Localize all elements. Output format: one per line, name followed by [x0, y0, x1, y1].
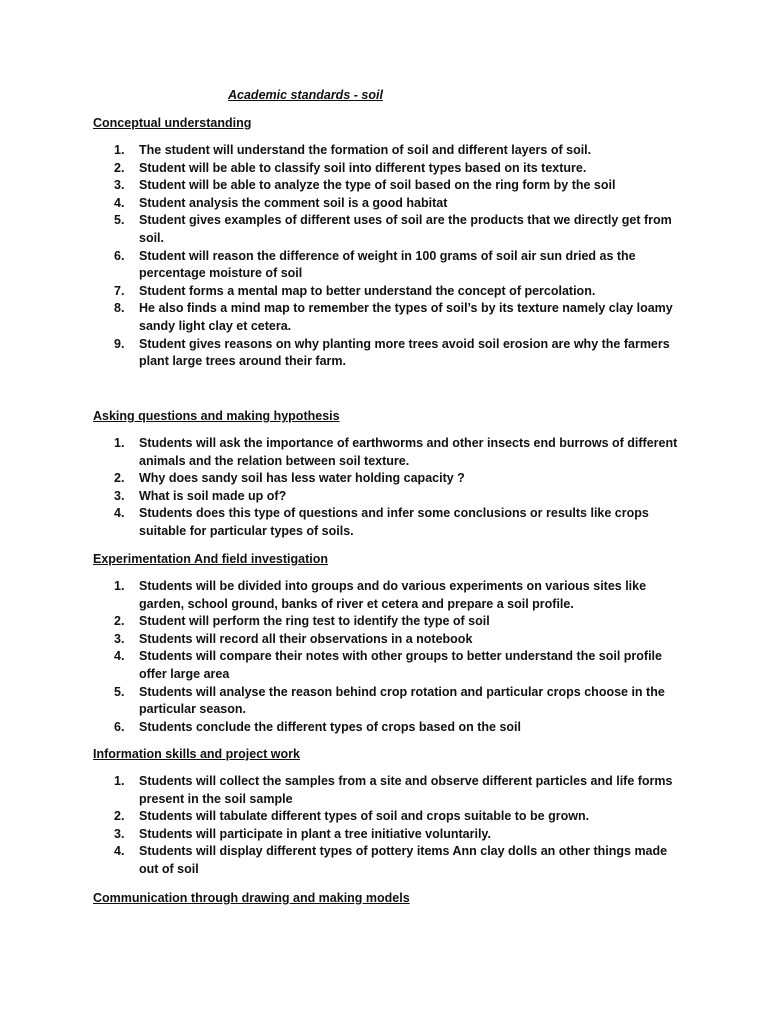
section-heading: Experimentation And field investigation [93, 552, 328, 566]
item-list [93, 435, 683, 541]
list-item: 4. Student analysis the comment soil is a good habitat [114, 195, 448, 210]
list-item: 5. Students will analyse the reason behind crop rotation and particular crops choose in the particular season. [114, 684, 665, 717]
item-list [93, 142, 683, 371]
list-item: 2. Student will be able to classify soil into different types based on its texture. [114, 160, 587, 175]
section-heading: Information skills and project work [93, 747, 300, 761]
list-item: 3. Students will record all their observations in a notebook [114, 631, 473, 646]
list-item: 1. The student will understand the formation of soil and different layers of soil. [114, 143, 592, 157]
list-item: 1. Students will be divided into groups and do various experiments on various sites like garden, school ground, banks of river et cetera and prepare a soil profile. [114, 579, 647, 611]
list-item: 4. Students does this type of questions and infer some conclusions or results like crops suitable for particular types of soils. [114, 506, 649, 538]
list-item: 3. Students will participate in plant a tree initiative voluntarily. [114, 826, 491, 841]
list-item: 4. Students will display different types of pottery items Ann clay dolls an other things made out of soil [114, 844, 668, 876]
document-title: Academic standards - soil [228, 88, 383, 102]
item-list [93, 773, 683, 879]
list-item: 3. What is soil made up of? [114, 488, 287, 503]
section-asking-questions [93, 408, 683, 541]
list-item: 5. Student gives examples of different uses of soil are the products that we directly get from soil. [114, 213, 672, 245]
section-communication [93, 890, 683, 907]
section-heading: Conceptual understanding [93, 116, 252, 130]
list-item: 6. Student will reason the difference of weight in 100 grams of soil air sun dried as the percentage moisture of soil [114, 248, 636, 281]
list-item: 9. Student gives reasons on why planting more trees avoid soil erosion are why the farmers plant large trees around their farm. [114, 336, 670, 369]
list-item: 6. Students conclude the different types of crops based on the soil [114, 719, 521, 734]
list-item: 3. Student will be able to analyze the type of soil based on the ring form by the soil [114, 178, 616, 193]
list-item: 4. Students will compare their notes with other groups to better understand the soil profile offer large area [114, 649, 662, 681]
list-item: 2. Student will perform the ring test to identify the type of soil [114, 614, 490, 629]
list-item: 1. Students will ask the importance of earthworms and other insects end burrows of different animals and the relation between soil texture. [114, 436, 678, 468]
section-heading: Asking questions and making hypothesis [93, 409, 340, 423]
section-conceptual-understanding [93, 115, 683, 371]
list-item: 1. Students will collect the samples from a site and observe different particles and life forms present in the soil sample [114, 774, 673, 806]
item-list [93, 578, 683, 736]
section-experimentation [93, 551, 683, 736]
list-item: 2. Students will tabulate different types of soil and crops suitable to be grown. [114, 809, 590, 824]
list-item: 8. He also finds a mind map to remember the types of soil’s by its texture namely clay loamy sandy light clay et cetera. [114, 301, 673, 333]
list-item: 7. Student forms a mental map to better understand the concept of percolation. [114, 283, 596, 298]
list-item: 2. Why does sandy soil has less water holding capacity ? [114, 471, 465, 486]
section-heading: Communication through drawing and making models [93, 891, 410, 905]
section-information-skills [93, 746, 683, 879]
